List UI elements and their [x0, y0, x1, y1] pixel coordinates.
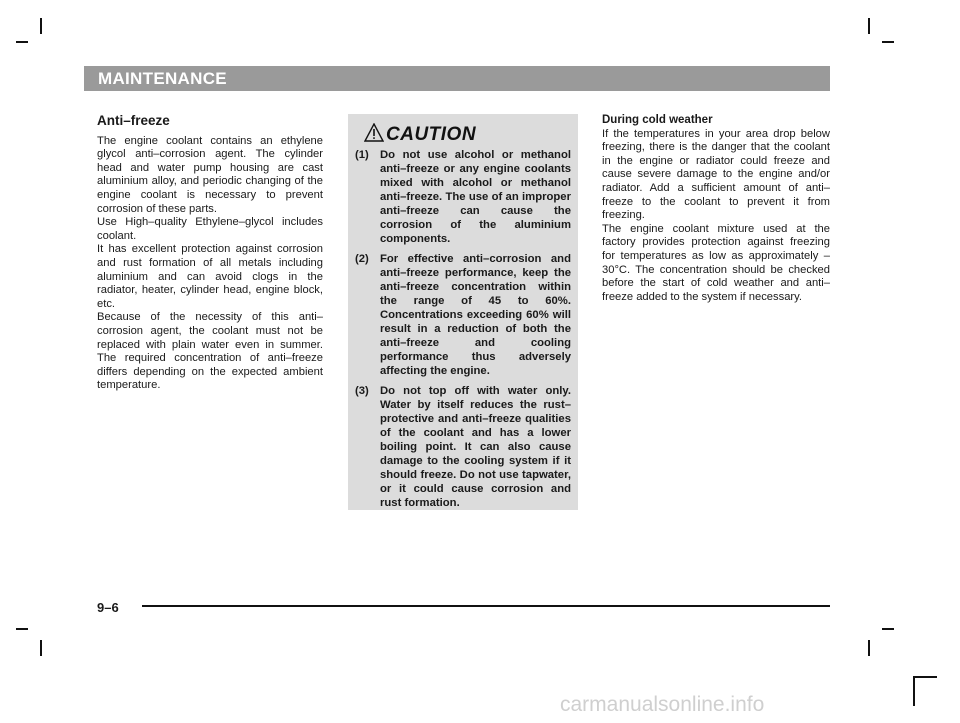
paragraph: The engine coolant contains an ethylene glycol anti–corrosion agent. The cylinder head and water pump housing are cast aluminium alloy, and periodic changing of the engine coolant is necessary to prevent corrosion of these parts.	[97, 134, 323, 215]
caution-item-number: (1)	[355, 149, 369, 161]
watermark: carmanualsonline.info	[560, 693, 765, 716]
crop-mark	[40, 640, 42, 656]
crop-mark	[40, 18, 42, 34]
crop-mark	[16, 628, 28, 630]
crop-mark	[913, 676, 937, 678]
crop-mark	[868, 18, 870, 34]
antifreeze-heading: Anti–freeze	[97, 113, 170, 128]
caution-item	[355, 384, 571, 510]
caution-item-text: For effective anti–corrosion and anti–freeze performance, keep the anti–freeze concentration within the range of 45 to 60%. Concentrations exceeding 60% will result in a reduction of both the anti–freeze and cooling performance thus adversely affecting the engine.	[380, 253, 571, 377]
crop-mark	[16, 41, 28, 43]
paragraph: If the temperatures in your area drop below freezing, there is the danger that the coolant in the engine or radiator could freeze and cause severe damage to the engine and/or radiator. Add a sufficient amount of anti–freeze to the coolant to prevent it from freezing.	[602, 127, 830, 222]
cold-weather-heading: During cold weather	[602, 114, 713, 126]
caution-title: CAUTION	[386, 124, 477, 145]
caution-item-text: Do not top off with water only. Water by itself reduces the rust–protective and anti–freeze qualities of the coolant and has a lower boiling point. It can also cause damage to the cooling system if it should freeze. Do not use tapwater, or it could cause corrosion and rust formation.	[380, 385, 571, 509]
warning-triangle-icon	[364, 123, 384, 142]
section-title: MAINTENANCE	[98, 69, 227, 88]
paragraph: It has excellent protection against corrosion and rust formation of all metals including aluminium and can avoid clogs in the radiator, heater, cylinder head, engine block, etc.	[97, 243, 323, 310]
paragraph: Because of the necessity of this anti–corrosion agent, the coolant must not be replaced with plain water even in summer. The required concentration of anti–freeze differs depending on the expected ambient temperature.	[97, 311, 323, 392]
page-number: 9–6	[97, 600, 119, 615]
caution-item	[355, 148, 571, 246]
section-header-bar	[84, 66, 830, 91]
crop-mark	[882, 628, 894, 630]
caution-item-number: (2)	[355, 253, 369, 265]
paragraph: The engine coolant mixture used at the factory provides protection against freezing for temperatures as low as approximately –30°C. The concentration should be checked before the start of cold weather and anti–freeze added to the system if necessary.	[602, 222, 830, 303]
left-column	[97, 114, 323, 393]
caution-item-text: Do not use alcohol or methanol anti–freeze or any engine coolants mixed with alcohol or methanol anti–freeze. The use of an improper anti–freeze can cause the corrosion of the aluminium components.	[380, 149, 571, 245]
caution-item-number: (3)	[355, 385, 369, 397]
caution-box	[348, 114, 578, 510]
right-column	[602, 114, 830, 304]
caution-item	[355, 252, 571, 378]
crop-mark	[882, 41, 894, 43]
crop-mark	[868, 640, 870, 656]
footer-rule	[142, 605, 830, 607]
caution-list	[355, 148, 571, 516]
crop-mark	[913, 676, 915, 706]
paragraph: Use High–quality Ethylene–glycol includes coolant.	[97, 216, 323, 242]
